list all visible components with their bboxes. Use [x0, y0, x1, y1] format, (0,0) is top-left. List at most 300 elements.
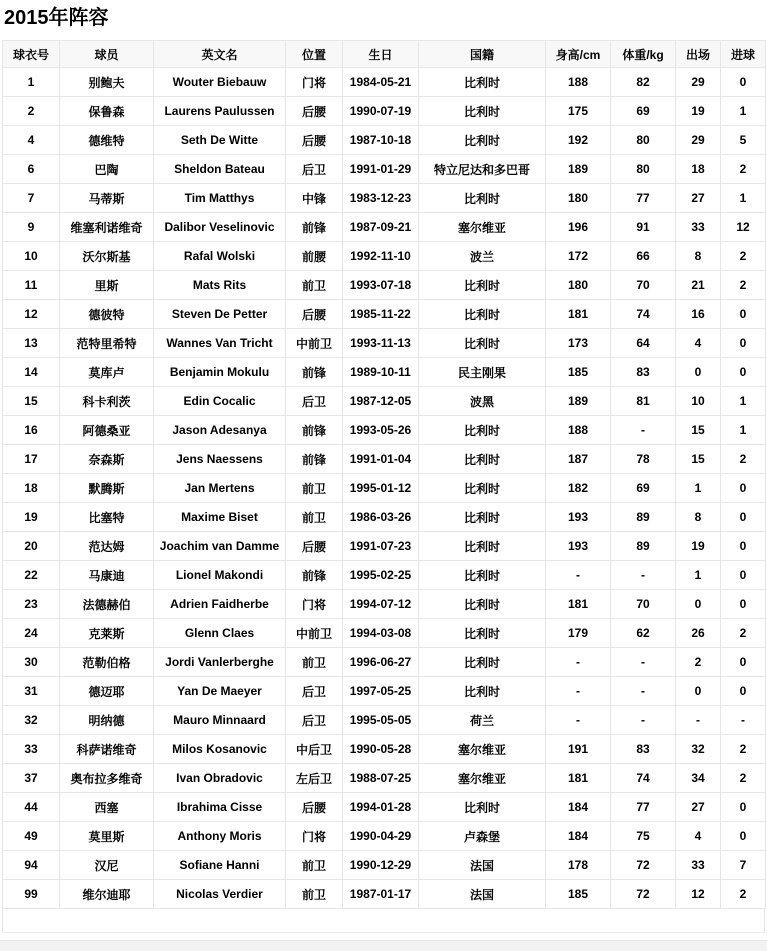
- cell: 5: [721, 126, 766, 155]
- cell: 汉尼: [60, 851, 154, 880]
- cell: 66: [611, 242, 676, 271]
- header-cell: 位置: [286, 41, 343, 68]
- cell: -: [611, 677, 676, 706]
- cell: 莫里斯: [60, 822, 154, 851]
- cell: -: [611, 706, 676, 735]
- cell: 2: [721, 764, 766, 793]
- cell: 20: [3, 532, 60, 561]
- cell: 明纳德: [60, 706, 154, 735]
- header-cell: 体重/kg: [611, 41, 676, 68]
- cell: 180: [546, 184, 611, 213]
- table-row: [3, 851, 766, 880]
- cell: 0: [721, 329, 766, 358]
- cell: 巴陶: [60, 155, 154, 184]
- header-cell: 球员: [60, 41, 154, 68]
- cell: 前卫: [286, 880, 343, 909]
- table-row: [3, 271, 766, 300]
- cell: 比利时: [419, 97, 546, 126]
- cell: 14: [3, 358, 60, 387]
- cell: 1985-11-22: [343, 300, 419, 329]
- cell: Sofiane Hanni: [154, 851, 286, 880]
- cell: 0: [721, 358, 766, 387]
- cell: Maxime Biset: [154, 503, 286, 532]
- cell: 74: [611, 300, 676, 329]
- cell: 80: [611, 155, 676, 184]
- cell: 中前卫: [286, 329, 343, 358]
- cell: 72: [611, 851, 676, 880]
- cell: 7: [3, 184, 60, 213]
- cell: 179: [546, 619, 611, 648]
- cell: 72: [611, 880, 676, 909]
- table-row: [3, 387, 766, 416]
- cell: 77: [611, 184, 676, 213]
- cell: 克莱斯: [60, 619, 154, 648]
- cell: 前锋: [286, 416, 343, 445]
- table-bottom-space: [2, 909, 765, 933]
- cell: Sheldon Bateau: [154, 155, 286, 184]
- table-row: [3, 793, 766, 822]
- cell: 15: [676, 445, 721, 474]
- table-row: [3, 242, 766, 271]
- cell: 比利时: [419, 329, 546, 358]
- cell: Laurens Paulussen: [154, 97, 286, 126]
- cell: 1993-11-13: [343, 329, 419, 358]
- cell: 门将: [286, 822, 343, 851]
- cell: 74: [611, 764, 676, 793]
- table-row: [3, 764, 766, 793]
- cell: 82: [611, 68, 676, 97]
- cell: 范达姆: [60, 532, 154, 561]
- cell: 科卡利茨: [60, 387, 154, 416]
- cell: 193: [546, 532, 611, 561]
- cell: 1984-05-21: [343, 68, 419, 97]
- cell: 16: [676, 300, 721, 329]
- cell: 0: [721, 793, 766, 822]
- cell: 中锋: [286, 184, 343, 213]
- cell: 30: [3, 648, 60, 677]
- cell: 1995-02-25: [343, 561, 419, 590]
- table-row: [3, 68, 766, 97]
- cell: 比利时: [419, 590, 546, 619]
- cell: 德彼特: [60, 300, 154, 329]
- cell: 2: [3, 97, 60, 126]
- cell: 33: [3, 735, 60, 764]
- cell: 前卫: [286, 271, 343, 300]
- cell: 1987-01-17: [343, 880, 419, 909]
- cell: 里斯: [60, 271, 154, 300]
- cell: 94: [3, 851, 60, 880]
- cell: 24: [3, 619, 60, 648]
- cell: 1994-07-12: [343, 590, 419, 619]
- table-row: [3, 300, 766, 329]
- cell: 0: [676, 358, 721, 387]
- cell: 173: [546, 329, 611, 358]
- cell: Mauro Minnaard: [154, 706, 286, 735]
- cell: 0: [721, 300, 766, 329]
- cell: 184: [546, 793, 611, 822]
- cell: 175: [546, 97, 611, 126]
- cell: 1991-07-23: [343, 532, 419, 561]
- cell: 80: [611, 126, 676, 155]
- cell: 8: [676, 503, 721, 532]
- table-row: [3, 677, 766, 706]
- horizontal-scrollbar[interactable]: [0, 940, 767, 951]
- cell: 后腰: [286, 97, 343, 126]
- cell: 16: [3, 416, 60, 445]
- cell: 2: [721, 619, 766, 648]
- cell: Edin Cocalic: [154, 387, 286, 416]
- cell: 德迈耶: [60, 677, 154, 706]
- cell: 0: [721, 68, 766, 97]
- cell: 比利时: [419, 619, 546, 648]
- table-row: [3, 590, 766, 619]
- cell: 69: [611, 474, 676, 503]
- cell: 10: [676, 387, 721, 416]
- cell: Adrien Faidherbe: [154, 590, 286, 619]
- cell: 中前卫: [286, 619, 343, 648]
- cell: 75: [611, 822, 676, 851]
- cell: 民主刚果: [419, 358, 546, 387]
- page-title: 2015年阵容: [4, 7, 109, 29]
- cell: 188: [546, 68, 611, 97]
- cell: 1995-05-05: [343, 706, 419, 735]
- cell: Steven De Petter: [154, 300, 286, 329]
- cell: Wouter Biebauw: [154, 68, 286, 97]
- cell: 后腰: [286, 126, 343, 155]
- cell: 2: [721, 155, 766, 184]
- table-row: [3, 358, 766, 387]
- cell: 15: [676, 416, 721, 445]
- roster-table: [2, 40, 766, 909]
- cell: 191: [546, 735, 611, 764]
- cell: 默腾斯: [60, 474, 154, 503]
- cell: 中后卫: [286, 735, 343, 764]
- cell: 波黑: [419, 387, 546, 416]
- cell: Seth De Witte: [154, 126, 286, 155]
- cell: 比塞特: [60, 503, 154, 532]
- cell: 塞尔维亚: [419, 735, 546, 764]
- cell: 比利时: [419, 532, 546, 561]
- cell: 后腰: [286, 793, 343, 822]
- cell: 8: [676, 242, 721, 271]
- cell: Benjamin Mokulu: [154, 358, 286, 387]
- table-header-row: [3, 41, 766, 68]
- cell: 27: [676, 793, 721, 822]
- cell: Nicolas Verdier: [154, 880, 286, 909]
- cell: 1992-11-10: [343, 242, 419, 271]
- cell: 77: [611, 793, 676, 822]
- cell: Ivan Obradovic: [154, 764, 286, 793]
- cell: 科萨诺维奇: [60, 735, 154, 764]
- cell: 1991-01-04: [343, 445, 419, 474]
- cell: 前锋: [286, 445, 343, 474]
- cell: 89: [611, 503, 676, 532]
- cell: 左后卫: [286, 764, 343, 793]
- cell: 塞尔维亚: [419, 764, 546, 793]
- cell: 比利时: [419, 474, 546, 503]
- cell: Yan De Maeyer: [154, 677, 286, 706]
- cell: Joachim van Damme: [154, 532, 286, 561]
- cell: Lionel Makondi: [154, 561, 286, 590]
- header-cell: 身高/cm: [546, 41, 611, 68]
- cell: 荷兰: [419, 706, 546, 735]
- cell: 2: [676, 648, 721, 677]
- cell: 后腰: [286, 300, 343, 329]
- cell: 1990-07-19: [343, 97, 419, 126]
- cell: 185: [546, 358, 611, 387]
- cell: 前锋: [286, 561, 343, 590]
- table-row: [3, 561, 766, 590]
- cell: 前腰: [286, 242, 343, 271]
- cell: 奈森斯: [60, 445, 154, 474]
- cell: 6: [3, 155, 60, 184]
- cell: 12: [676, 880, 721, 909]
- cell: 0: [721, 561, 766, 590]
- table-row: [3, 184, 766, 213]
- cell: 1: [721, 387, 766, 416]
- cell: 19: [676, 532, 721, 561]
- cell: 1989-10-11: [343, 358, 419, 387]
- cell: 莫库卢: [60, 358, 154, 387]
- cell: 保鲁森: [60, 97, 154, 126]
- cell: 19: [3, 503, 60, 532]
- header-cell: 国籍: [419, 41, 546, 68]
- cell: 2: [721, 445, 766, 474]
- cell: 比利时: [419, 126, 546, 155]
- cell: 1994-01-28: [343, 793, 419, 822]
- cell: 1: [721, 97, 766, 126]
- table-row: [3, 126, 766, 155]
- cell: 18: [676, 155, 721, 184]
- cell: 0: [721, 648, 766, 677]
- cell: 70: [611, 271, 676, 300]
- cell: 1: [676, 474, 721, 503]
- cell: 99: [3, 880, 60, 909]
- cell: 192: [546, 126, 611, 155]
- cell: 62: [611, 619, 676, 648]
- cell: 1983-12-23: [343, 184, 419, 213]
- cell: 181: [546, 590, 611, 619]
- cell: 37: [3, 764, 60, 793]
- cell: 12: [721, 213, 766, 242]
- cell: Jan Mertens: [154, 474, 286, 503]
- cell: 西塞: [60, 793, 154, 822]
- cell: Anthony Moris: [154, 822, 286, 851]
- cell: 沃尔斯基: [60, 242, 154, 271]
- cell: 后卫: [286, 706, 343, 735]
- cell: 后卫: [286, 155, 343, 184]
- cell: 1993-05-26: [343, 416, 419, 445]
- cell: 21: [676, 271, 721, 300]
- cell: 1: [721, 184, 766, 213]
- cell: 33: [676, 213, 721, 242]
- cell: 10: [3, 242, 60, 271]
- cell: Mats Rits: [154, 271, 286, 300]
- cell: 181: [546, 764, 611, 793]
- cell: 1987-09-21: [343, 213, 419, 242]
- cell: 1988-07-25: [343, 764, 419, 793]
- cell: 9: [3, 213, 60, 242]
- cell: 172: [546, 242, 611, 271]
- cell: 0: [676, 677, 721, 706]
- cell: 189: [546, 387, 611, 416]
- table-row: [3, 880, 766, 909]
- cell: 31: [3, 677, 60, 706]
- cell: 奥布拉多维奇: [60, 764, 154, 793]
- cell: 89: [611, 532, 676, 561]
- cell: 前卫: [286, 648, 343, 677]
- cell: Milos Kosanovic: [154, 735, 286, 764]
- header-cell: 生日: [343, 41, 419, 68]
- cell: 塞尔维亚: [419, 213, 546, 242]
- table-row: [3, 532, 766, 561]
- cell: 比利时: [419, 184, 546, 213]
- cell: -: [721, 706, 766, 735]
- cell: 22: [3, 561, 60, 590]
- cell: 比利时: [419, 271, 546, 300]
- cell: 1: [3, 68, 60, 97]
- cell: 前卫: [286, 474, 343, 503]
- table-row: [3, 329, 766, 358]
- cell: 2: [721, 271, 766, 300]
- cell: -: [546, 677, 611, 706]
- cell: -: [676, 706, 721, 735]
- cell: 189: [546, 155, 611, 184]
- cell: 4: [676, 329, 721, 358]
- cell: 维尔迪耶: [60, 880, 154, 909]
- cell: 17: [3, 445, 60, 474]
- cell: 0: [721, 590, 766, 619]
- cell: 91: [611, 213, 676, 242]
- cell: 193: [546, 503, 611, 532]
- cell: Dalibor Veselinovic: [154, 213, 286, 242]
- cell: 26: [676, 619, 721, 648]
- cell: 前锋: [286, 358, 343, 387]
- cell: 15: [3, 387, 60, 416]
- cell: 1993-07-18: [343, 271, 419, 300]
- table-row: [3, 648, 766, 677]
- cell: 法国: [419, 851, 546, 880]
- cell: 比利时: [419, 445, 546, 474]
- cell: 34: [676, 764, 721, 793]
- cell: 维塞利诺维奇: [60, 213, 154, 242]
- cell: 1994-03-08: [343, 619, 419, 648]
- cell: 范勒伯格: [60, 648, 154, 677]
- table-row: [3, 155, 766, 184]
- cell: 29: [676, 126, 721, 155]
- cell: -: [611, 416, 676, 445]
- cell: 32: [3, 706, 60, 735]
- cell: 比利时: [419, 300, 546, 329]
- cell: 0: [721, 677, 766, 706]
- cell: 1991-01-29: [343, 155, 419, 184]
- table-row: [3, 619, 766, 648]
- roster-table-container: [2, 40, 765, 909]
- cell: 4: [3, 126, 60, 155]
- cell: 180: [546, 271, 611, 300]
- cell: 1990-12-29: [343, 851, 419, 880]
- cell: 门将: [286, 590, 343, 619]
- cell: 181: [546, 300, 611, 329]
- cell: 49: [3, 822, 60, 851]
- cell: -: [611, 561, 676, 590]
- cell: -: [546, 561, 611, 590]
- cell: 后卫: [286, 677, 343, 706]
- cell: 2: [721, 735, 766, 764]
- cell: 阿德桑亚: [60, 416, 154, 445]
- header-cell: 英文名: [154, 41, 286, 68]
- cell: 门将: [286, 68, 343, 97]
- cell: 4: [676, 822, 721, 851]
- cell: 比利时: [419, 503, 546, 532]
- cell: 27: [676, 184, 721, 213]
- table-row: [3, 445, 766, 474]
- cell: Glenn Claes: [154, 619, 286, 648]
- cell: 0: [721, 532, 766, 561]
- cell: 波兰: [419, 242, 546, 271]
- cell: 196: [546, 213, 611, 242]
- cell: 64: [611, 329, 676, 358]
- cell: 比利时: [419, 416, 546, 445]
- cell: 2: [721, 880, 766, 909]
- header-cell: 进球: [721, 41, 766, 68]
- cell: 1: [676, 561, 721, 590]
- cell: -: [546, 706, 611, 735]
- table-body: [3, 68, 766, 909]
- cell: 1990-05-28: [343, 735, 419, 764]
- table-row: [3, 474, 766, 503]
- cell: 18: [3, 474, 60, 503]
- table-row: [3, 706, 766, 735]
- cell: 33: [676, 851, 721, 880]
- cell: 83: [611, 358, 676, 387]
- cell: Jens Naessens: [154, 445, 286, 474]
- header-cell: 出场: [676, 41, 721, 68]
- cell: 0: [721, 474, 766, 503]
- cell: -: [546, 648, 611, 677]
- cell: 1987-12-05: [343, 387, 419, 416]
- cell: 185: [546, 880, 611, 909]
- cell: 1: [721, 416, 766, 445]
- cell: 11: [3, 271, 60, 300]
- cell: 182: [546, 474, 611, 503]
- cell: 前卫: [286, 503, 343, 532]
- cell: 特立尼达和多巴哥: [419, 155, 546, 184]
- cell: 比利时: [419, 648, 546, 677]
- cell: 2: [721, 242, 766, 271]
- cell: 13: [3, 329, 60, 358]
- cell: 法德赫伯: [60, 590, 154, 619]
- cell: 1997-05-25: [343, 677, 419, 706]
- cell: 12: [3, 300, 60, 329]
- cell: 比利时: [419, 68, 546, 97]
- cell: 81: [611, 387, 676, 416]
- cell: 马康迪: [60, 561, 154, 590]
- cell: 7: [721, 851, 766, 880]
- cell: 比利时: [419, 793, 546, 822]
- cell: 1990-04-29: [343, 822, 419, 851]
- cell: 178: [546, 851, 611, 880]
- cell: 马蒂斯: [60, 184, 154, 213]
- cell: 29: [676, 68, 721, 97]
- cell: 0: [721, 822, 766, 851]
- cell: 后腰: [286, 532, 343, 561]
- cell: Wannes Van Tricht: [154, 329, 286, 358]
- cell: 后卫: [286, 387, 343, 416]
- cell: 188: [546, 416, 611, 445]
- cell: 23: [3, 590, 60, 619]
- cell: Rafal Wolski: [154, 242, 286, 271]
